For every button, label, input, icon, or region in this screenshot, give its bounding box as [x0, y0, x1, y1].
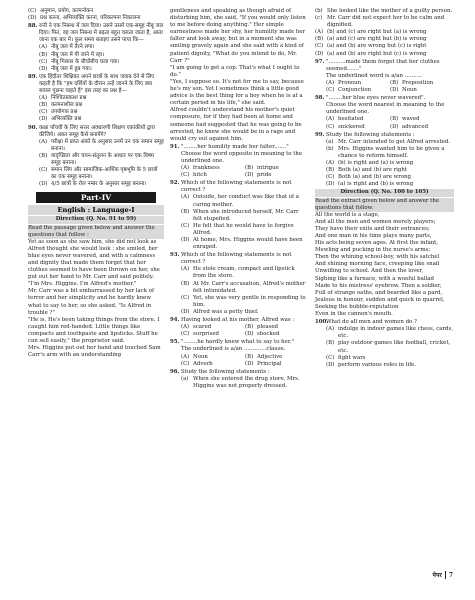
option-key: (B)	[39, 152, 48, 159]
option-text: Alfred was a petty thief.	[193, 308, 259, 315]
option-key: (C)	[181, 172, 190, 179]
text-line: Alfred couldn't understand his mother's quiet composure, for if they had been at home and someone had suggested that he was going to be arrested, he knew she would be in a rage and would cry out against him.	[170, 107, 302, 142]
text-line: Sighing like a furnace, with a woeful ballad	[315, 275, 434, 282]
text-line: Then the whining school-boy, with his satchel	[315, 254, 440, 261]
text-line: And one man in his time plays many parts,	[315, 233, 432, 240]
answer-option	[326, 116, 390, 123]
option-key: (D)	[181, 308, 190, 315]
option-text: कल्पनाशील प्रश्न	[51, 102, 83, 109]
option-text: At home, Mrs. Higgins would have been enraged.	[193, 237, 303, 251]
answer-option	[181, 172, 245, 179]
answer-option	[326, 80, 390, 87]
answer-option	[326, 181, 454, 188]
text-line: Mewling and pucking in the nurse's arms;	[315, 247, 431, 254]
option-text: scared	[193, 324, 212, 331]
option-text: Noun	[402, 87, 417, 94]
option-key: (B)	[181, 208, 190, 215]
option-key: (A)	[326, 326, 335, 333]
answer-option	[28, 15, 164, 22]
options-list	[28, 8, 164, 22]
text-line: gentleness and speaking as though afraid of disturbing him, she said, "If you would only listen to me before doing anything." Her simple earnestness made her shy, her humility made her falter and look away, but in a moment she was smiling gravely again and she said with a kind of patient dignity, "What do you intend to do, Mr. Carr ?"	[170, 8, 306, 64]
option-key: (C)	[181, 331, 190, 338]
option-text: (b) and (c) are right but (a) is wrong	[327, 29, 427, 36]
options-list	[28, 44, 164, 72]
answer-option	[181, 194, 309, 208]
question-98: 98. "........her blue eyes never wavered".	[315, 95, 426, 102]
page-number: 7	[448, 571, 453, 579]
answer-option	[181, 209, 309, 223]
answer-option	[315, 8, 454, 15]
question-91: 91. "........her humility made her falter......."	[170, 143, 289, 150]
answer-option	[245, 361, 309, 368]
option-key: (a)	[181, 375, 189, 382]
text-line: Made to his mistress' eyebrow. Then a soldier,	[315, 282, 442, 289]
option-key: (D)	[326, 181, 335, 188]
option-key: (B)	[390, 116, 399, 123]
option-text: Principal	[257, 360, 282, 367]
answer-option	[245, 165, 309, 172]
option-key: (A)	[326, 116, 335, 123]
answer-option	[390, 124, 454, 131]
text-line: And all the men and women merely players;	[315, 218, 436, 225]
option-key: (B)	[245, 165, 254, 172]
option-text: Outside, her conduct was like that of a caring mother.	[193, 194, 299, 208]
option-key: (a)	[326, 138, 334, 145]
option-key: (D)	[326, 361, 335, 368]
option-text: intrigue	[257, 165, 279, 172]
options-list	[315, 326, 454, 369]
section-heading: English : Language-I	[28, 205, 164, 215]
option-text: यादृच्छिता और चयन-संतुलन के आधार पर एक विषम समूह बनाना।	[51, 152, 155, 166]
option-text: नीबू जल में पी जाने में रहा।	[51, 51, 105, 58]
option-text: उपयोगक प्रश्न	[51, 109, 78, 116]
text-line: His acts being seven ages. At first the infant,	[315, 240, 439, 247]
answer-option	[181, 361, 245, 368]
options-list	[170, 266, 309, 316]
text-line: Full of strange oaths, and bearded like a pard,	[315, 289, 443, 296]
text-line: Mrs. Higgins put out her hand and touched Sam Carr's arm with an understanding	[28, 345, 161, 359]
answer-option	[390, 116, 454, 123]
question-99: 99. Study the following statements :	[315, 131, 415, 138]
text-line: Yet as soon as she saw him, she did not look as Alfred thought she would look : she smiled, her blue eyes never wavered, and with a calmness and dignity that made them forget that her clothes seemed to have been thrown on her, she put out her hand to Mr. Carr and said politely. "I'm Mrs. Higgins. I'm Alfred's mother."	[28, 238, 160, 288]
option-text: snickered	[338, 123, 365, 130]
option-key: (b)	[326, 145, 334, 152]
answer-option	[39, 181, 164, 188]
column-3	[315, 8, 454, 369]
option-text: Noun	[193, 353, 208, 360]
answer-option	[39, 66, 164, 73]
option-key: (A)	[181, 353, 190, 360]
instruction-text: Read the extract given below and answer the questions that follow.	[315, 198, 454, 212]
option-text: At Mr. Carr's accusation, Alfred's mother felt intimidated.	[193, 280, 306, 294]
option-key: (C)	[181, 360, 190, 367]
option-text: (a) and (c) are right but (b) is wrong	[327, 36, 427, 43]
option-key: (D)	[39, 181, 48, 188]
answer-option	[326, 340, 454, 354]
option-key: (C)	[326, 174, 335, 181]
option-key: (b)	[315, 8, 323, 14]
question-95: 95. "........he hardly knew what to say to her."	[170, 339, 295, 346]
option-key: (A)	[315, 29, 324, 36]
question-subtext: Choose the word nearest in meaning to the underlined one.	[326, 102, 445, 116]
options-list	[315, 139, 454, 189]
option-key: (B)	[39, 51, 48, 58]
option-text: pride	[257, 172, 272, 179]
option-text: Preposition	[402, 79, 434, 86]
option-key: (B)	[390, 79, 399, 86]
question-88: 88. रानी ने एक निबन्ध में जल दिया। उसने उसमें एक-समूह नीबू जल दिया। फिर, वह जल निबन्ध में बढ़ता बहुत चलता जाता है, आता जाना एक बार में। कुल समय बताइए उसने पाया कि—	[28, 23, 164, 44]
poem-extract	[315, 212, 454, 318]
option-text: Pronoun	[338, 79, 362, 86]
part-heading: Part-IV	[36, 192, 156, 203]
option-text: (b) is right and (a) is wrong	[338, 159, 414, 166]
passage-text	[28, 239, 164, 360]
options-list	[170, 194, 309, 251]
option-text: नीबू जल में डूब गया।	[51, 65, 92, 72]
option-text: निश्चितप्रकाश प्रश्न	[51, 95, 87, 102]
answer-option	[245, 354, 309, 361]
question-subtext: Choose the word opposite in meaning to the underlined one.	[181, 150, 303, 164]
text-line: Mr. Carr was a bit embarrassed by her lack of terror and her simplicity and he hardly knew what to say to her, so she asked, "Is Alfred in trouble ?"	[28, 288, 154, 316]
option-key: (A)	[181, 266, 190, 273]
column-2	[170, 8, 309, 390]
question-90: 90. कक्षा पाँचवीं के लिए सत्तर अवधारणी शिक्षण एकांकीयों द्वारा कीजिये। अकर समूह कैसे बनायेंगे?	[28, 124, 155, 138]
answer-option	[315, 43, 454, 50]
option-text: परीक्षा में प्राप्त अंकों के अनुसार उनमें उन एक समान समूह बनाना।	[51, 138, 164, 152]
text-line: "I am going to get a cop. That's what I ought to do."	[170, 64, 300, 78]
answer-option	[39, 44, 164, 51]
answer-option	[326, 139, 454, 146]
option-text: Yet, she was very gentle in responding to him.	[193, 294, 306, 308]
option-text: Conjunction	[338, 87, 372, 94]
options-list	[28, 95, 164, 123]
answer-option	[181, 223, 309, 237]
options-grid	[170, 165, 309, 179]
question-subtext: The underlined word is a/an ..........	[326, 72, 422, 79]
text-line: "He is, He's been taking things from the store. I caught him red-handed. Little things like compacts and toothpaste and lipsticks. Stuff he can sell easily," the proprietor said.	[28, 316, 160, 345]
option-text: Mr. Carr did not expect her to be calm and dignified.	[327, 15, 445, 29]
answer-option	[181, 165, 245, 172]
text-line: All the world is a stage,	[315, 211, 380, 218]
answer-option	[181, 376, 309, 390]
question-92: 92. Which of the following statements is not correct ?	[170, 180, 292, 194]
answer-option	[181, 281, 309, 295]
option-text: pleased	[257, 324, 278, 331]
option-key: (B)	[181, 280, 190, 287]
text-line: They have their exits and their entrances;	[315, 225, 430, 232]
option-text: प्रश्न करना, अभिव्यक्ति करना, परिकल्पना निकालना	[40, 15, 141, 22]
option-text: समान लिंग और सामाजिक-आर्थिक पृष्ठभूमि के 5 छात्रों का एक समूह बनाना।	[51, 167, 158, 181]
direction-heading: Direction (Q. No. 100 to 105)	[315, 189, 454, 196]
option-text: अनुमान, प्रयोग, कल्पनोकन	[40, 8, 94, 14]
answer-option	[390, 87, 454, 94]
option-key: (A)	[326, 159, 335, 166]
option-text: अभिव्यक्ति प्रश्न	[51, 116, 82, 123]
page-footer	[433, 571, 453, 579]
option-key: (D)	[315, 50, 324, 57]
answer-option	[326, 87, 390, 94]
answer-option	[326, 146, 454, 160]
option-text: नीबू जल में तैरने लगा।	[51, 44, 95, 51]
answer-option	[181, 237, 309, 251]
question-subtext: The underlined is a/an .............clause.	[181, 346, 286, 353]
answer-option	[181, 266, 309, 280]
option-key: (C)	[39, 167, 48, 174]
option-key: (C)	[39, 58, 48, 65]
answer-option	[390, 80, 454, 87]
option-key: (C)	[181, 294, 190, 301]
answer-option	[315, 15, 454, 29]
option-text: (a) is right and (b) is wrong	[338, 181, 414, 188]
option-key: (D)	[245, 331, 254, 338]
answer-option	[326, 362, 454, 369]
option-key: (D)	[28, 15, 37, 22]
option-text: advanced	[402, 123, 429, 130]
option-text: shocked	[257, 331, 280, 338]
option-key: (A)	[181, 194, 190, 201]
option-text: hesitated	[338, 116, 364, 123]
option-text: surprised	[193, 331, 219, 338]
option-text: Mr. Carr intended to get Alfred arrested.	[338, 138, 450, 145]
option-text: नीबू गिलास के बीचोंबीच चला गया।	[51, 58, 120, 65]
option-text: Adverb	[193, 360, 213, 367]
option-text: hitch	[193, 172, 207, 179]
answer-option	[181, 295, 309, 309]
option-text: Adjective	[257, 353, 283, 360]
answer-option	[245, 172, 309, 179]
option-text: (a) and (b) are right but (c) is wrong	[327, 50, 427, 57]
option-key: (C)	[181, 222, 190, 229]
answer-option	[181, 324, 245, 331]
option-key: (B)	[326, 167, 335, 174]
instruction-text: Read the passage given below and answer the questions that follow :	[28, 225, 164, 239]
text-line: Unwilling to school. And then the lover,	[315, 268, 424, 275]
option-text: fight wars	[338, 354, 366, 361]
answer-option	[181, 331, 245, 338]
option-text: waved	[402, 116, 420, 123]
option-key: (B)	[245, 353, 254, 360]
option-text: Both (a) and (b) are right	[338, 167, 407, 174]
options-grid	[170, 354, 309, 368]
option-text: When she entered the drug store, Mrs. Higgins was not properly dressed.	[193, 375, 300, 389]
option-text: (a) and (b) are wrong but (c) is right	[327, 43, 427, 50]
options-list	[315, 8, 454, 58]
option-key: (D)	[39, 65, 48, 72]
options-grid	[315, 116, 454, 130]
option-text: 4/5 छात्रों के रोल नम्बर के अनुसार समूह बनाना।	[51, 181, 147, 188]
option-key: (A)	[39, 95, 48, 102]
answer-option	[326, 124, 390, 131]
answer-option	[39, 59, 164, 66]
question-93: 93. Which of the following statements is not correct ?	[170, 252, 292, 266]
text-line: Jealous in honour, sudden and quick in quarrel,	[315, 296, 445, 303]
options-list	[28, 139, 164, 189]
answer-option	[39, 167, 164, 181]
option-key: (C)	[326, 354, 335, 361]
answer-option	[181, 354, 245, 361]
option-text: Mrs. Higgins wanted him to be given a chance to reform himself.	[338, 145, 445, 159]
answer-option	[326, 160, 454, 167]
option-key: (D)	[390, 123, 399, 130]
answer-option	[315, 51, 454, 58]
option-key: (C)	[39, 109, 48, 116]
footer-label: पेपर	[432, 572, 442, 579]
option-key: (B)	[315, 36, 324, 43]
option-key: (D)	[245, 172, 254, 179]
option-key: (C)	[28, 8, 37, 14]
answer-option	[181, 309, 309, 316]
options-grid	[315, 80, 454, 94]
question-94: 94. Having looked at his mother, Alfred was :	[170, 317, 295, 324]
options-grid	[170, 324, 309, 338]
answer-option	[39, 52, 164, 59]
option-key: (A)	[181, 324, 190, 331]
answer-option	[39, 116, 164, 123]
option-key: (A)	[181, 165, 190, 172]
option-key: (A)	[39, 44, 48, 51]
text-line: And shining morning face, creeping like snail	[315, 261, 440, 268]
option-key: (D)	[390, 87, 399, 94]
options-list	[170, 376, 309, 390]
answer-option	[326, 355, 454, 362]
option-key: (B)	[39, 102, 48, 109]
footer-divider	[445, 571, 446, 579]
option-text: She looked like the mother of a guilty person.	[327, 8, 453, 14]
option-key: (C)	[315, 43, 324, 50]
answer-option	[326, 326, 454, 340]
option-key: (C)	[326, 87, 335, 94]
option-text: When she introduced herself, Mr. Carr felt stupefied.	[193, 208, 299, 222]
option-text: He felt that he would have to forgive Alfred.	[193, 222, 294, 236]
answer-option	[245, 324, 309, 331]
option-text: play outdoor games like football, cricket, etc.	[338, 340, 451, 354]
passage-text	[170, 8, 309, 143]
option-text: indulge in indoor games like chess, cards, etc.	[338, 326, 453, 340]
text-line: Seeking the bubble-reputation	[315, 303, 399, 310]
option-key: (D)	[39, 116, 48, 123]
option-text: He stole cream, compact and lipstick from the store.	[193, 266, 295, 280]
direction-heading: Direction (Q. No. 91 to 99)	[28, 216, 164, 223]
option-key: (A)	[326, 79, 335, 86]
option-key: (B)	[245, 324, 254, 331]
option-key: (C)	[326, 123, 335, 130]
column-1	[28, 8, 164, 359]
option-key: (D)	[245, 360, 254, 367]
question-89: 89. एक हिंदीतर शिक्षिका अपने छात्रों के साथ जवाब देने से लिए कहती है कि "हम दर्शियों के दौरान उन्हें जानने के लिए क्या सवाल पूछना चाहते हैं" इस तरह का प्रश्न है—	[28, 73, 155, 95]
answer-option	[245, 331, 309, 338]
option-text: frankness	[193, 165, 220, 172]
question-96: 96. Study the following statements :	[170, 368, 270, 375]
question-97: 97. "..........made them forget that her clothes seemed......."	[315, 58, 440, 72]
answer-option	[39, 153, 164, 167]
answer-option	[39, 139, 164, 153]
option-text: perform various roles in life.	[338, 361, 417, 368]
text-line: Even in the cannon's mouth.	[315, 311, 393, 318]
option-key: (A)	[39, 138, 48, 145]
option-text: Both (a) and (b) are wrong	[338, 174, 411, 181]
option-key: (B)	[326, 340, 335, 347]
text-line: "Yes, I suppose so. It's not for me to say, because he's my son. Yet I sometimes think a little good advice is the best thing for a boy when he is at a certain period in his life," she said.	[170, 78, 304, 107]
option-key: (c)	[315, 15, 323, 22]
question-100: 100. What do all men and women do ?	[315, 319, 417, 326]
option-key: (D)	[181, 237, 190, 243]
